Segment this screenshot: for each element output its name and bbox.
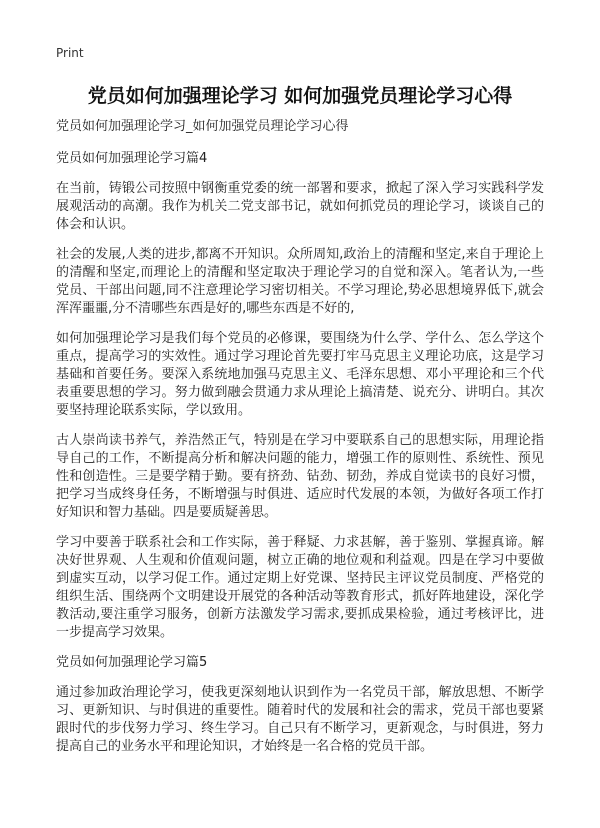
paragraph: 在当前，铸锻公司按照中钢衡重党委的统一部署和要求，掀起了深入学习实践科学发展观活动的高潮。我作为机关二党支部书记，就如何抓党员的理论学习，谈谈自己的体会和认识。: [56, 181, 544, 232]
paragraph: 社会的发展,人类的进步,都离不开知识。众所周知,政治上的清醒和坚定,来自于理论上的清醒和坚定,而理论上的清醒和坚定取决于理论学习的自觉和深入。笔者认为,一些党员、干部出问题,同不注意理论学习密切相关。不学习理论,势必思想境界低下,就会浑浑噩噩,分不清哪些东西是好的,哪些东西是不好的,: [56, 247, 544, 316]
paragraph: 学习中要善于联系社会和工作实际，善于释疑、力求甚解，善于鉴别、掌握真谛。解决好世界观、人生观和价值观问题，树立正确的地位观和利益观。四是在学习中要做到虚实互动，以学习促工作。通过定期上好党课、坚持民主评议党员制度、严格党的组织生活、围绕两个文明建设开展党的各种活动等教育形式，抓好阵地建设，深化学教活动,要注重学习服务，创新方法激发学习需求,要抓成果检验，通过考核评比，进一步提高学习效果。: [56, 535, 544, 640]
document-subtitle: 党员如何加强理论学习_如何加强党员理论学习心得: [56, 119, 349, 134]
section-heading-5: 党员如何加强理论学习篇5: [56, 655, 208, 670]
paragraph: 古人崇尚读书养气，养浩然正气，特别是在学习中要联系自己的思想实际，用理论指导自己的工作，不断提高分析和解决问题的能力，增强工作的原则性、系统性、预见性和创造性。三是要学精于勤。要有挤劲、钻劲、韧劲，养成自觉读书的良好习惯，把学习当成终身任务，不断增强与时俱进、适应时代发展的本领，为做好各项工作打好知识和智力基础。四是要质疑善思。: [56, 433, 544, 520]
print-link[interactable]: Print: [56, 46, 84, 60]
document-title: 党员如何加强理论学习 如何加强党员理论学习心得: [87, 85, 513, 107]
paragraph: 通过参加政治理论学习，使我更深刻地认识到作为一名党员干部，解放思想、不断学习、更新知识、与时俱进的重要性。随着时代的发展和社会的需求，党员干部也要紧跟时代的步伐努力学习、终生学习。自己只有不断学习，更新观念，与时俱进，努力提高自己的业务水平和理论知识，才始终是一名合格的党员干部。: [56, 685, 544, 754]
paragraph: 如何加强理论学习是我们每个党员的必修课，要围绕为什么学、学什么、怎么学这个重点，提高学习的实效性。通过学习理论首先要打牢马克思主义理论功底，这是学习基础和首要任务。要深入系统地加强马克思主义、毛泽东思想、邓小平理论和三个代表重要思想的学习。努力做到融会贯通力求从理论上搞清楚、说充分、讲明白。其次要坚持理论联系实际，学以致用。: [56, 331, 544, 418]
document-content: [56, 118, 544, 768]
section-heading-4: 党员如何加强理论学习篇4: [56, 151, 208, 166]
